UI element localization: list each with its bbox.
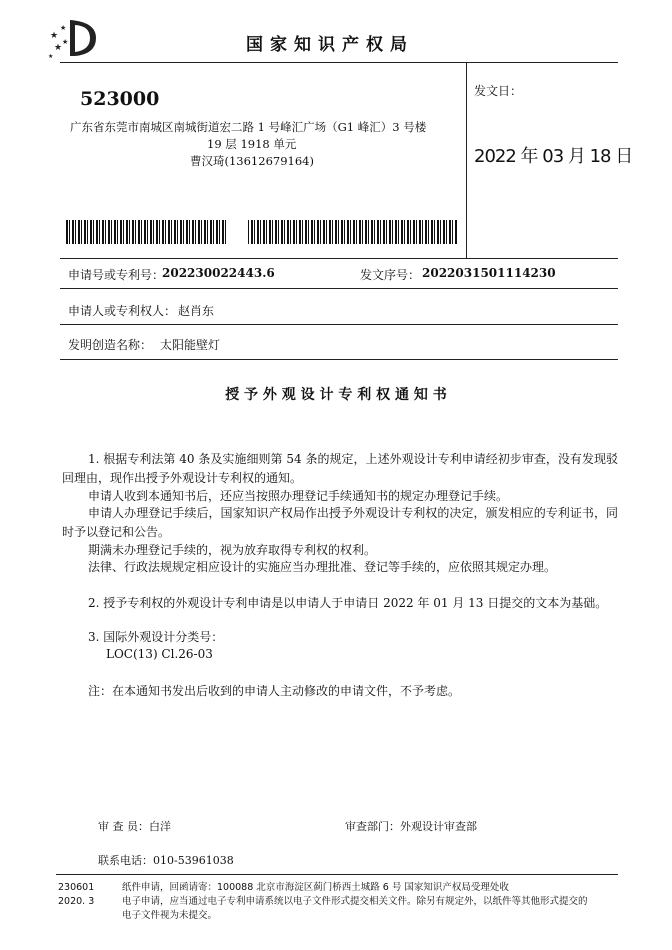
svg-text:★: ★: [50, 31, 59, 41]
para-2-text: 2. 授予专利权的外观设计专利申请是以申请人于申请日 2022 年 01 月 13 日提交的文本为基础。: [88, 596, 608, 610]
app-no-value: 202230022443.6: [162, 266, 275, 280]
contact-phone: 联系电话：010-53961038: [98, 854, 234, 867]
applicant-value: 赵肖东: [178, 304, 215, 318]
svg-text:★: ★: [54, 43, 63, 53]
issue-date-label: 发文日：: [474, 84, 523, 98]
postal-code: 523000: [80, 88, 160, 110]
doc-no-value: 2022031501114230: [422, 266, 556, 280]
office-name: 国家知识产权局: [246, 35, 414, 55]
header-bottom-rule: [60, 258, 618, 259]
note: [62, 682, 618, 701]
notice-title: 授 予 外 观 设 计 专 利 权 通 知 书: [225, 387, 447, 403]
address-line1: 广东省东莞市南城区南城街道宏二路 1 号峰汇广场（G1 峰汇）3 号楼: [70, 120, 427, 134]
app-no-label: 申请号或专利号：: [68, 268, 165, 282]
para-1d: [62, 558, 618, 577]
title-label: 发明创造名称：: [68, 338, 153, 352]
footer-line3: 电子文件视为未提交。: [122, 910, 218, 921]
loc-classification: LOC(13) Cl.26-03: [106, 647, 213, 661]
doc-no-label: 发文序号：: [360, 268, 421, 282]
issue-date-value: 2022 年 03 月 18 日: [474, 146, 633, 167]
form-code: 230601: [58, 882, 95, 893]
para-1d-text: 法律、行政法规规定相应设计的实施应当办理批准、登记等手续的，应依照其规定办理。: [88, 560, 557, 574]
para-2: [62, 594, 618, 613]
field-rule-1: [60, 288, 618, 289]
header-vertical-rule: [466, 62, 467, 258]
footer-rule: [56, 874, 618, 875]
title-value: 太阳能壁灯: [160, 338, 221, 352]
note-text: 注：在本通知书发出后收到的申请人主动修改的申请文件，不予考虑。: [88, 684, 461, 698]
barcode-right: [248, 220, 458, 244]
para-1-text: 1. 根据专利法第 40 条及实施细则第 54 条的规定，上述外观设计专利申请经初步审查，没有发现驳回理由，现作出授予外观设计专利权的通知。: [62, 452, 618, 485]
cnipa-logo: [48, 16, 102, 58]
para-1b-text: 申请人办理登记手续后，国家知识产权局作出授予外观设计专利权的决定，颁发相应的专利证书，同时予以登记和公告。: [62, 506, 618, 539]
para-3-text: 3. 国际外观设计分类号：: [88, 630, 224, 644]
para-1c-text: 期满未办理登记手续的，视为放弃取得专利权的权利。: [88, 543, 377, 557]
para-1a-text: 申请人收到本通知书后，还应当按照办理登记手续通知书的规定办理登记手续。: [88, 489, 509, 503]
header-top-rule: [60, 62, 618, 63]
footer-line2: 电子申请，应当通过电子专利申请系统以电子文件形式提交相关文件。除另有规定外，以纸件等其他形式提交的: [122, 896, 588, 907]
para-1b: [62, 504, 618, 542]
svg-text:★: ★: [48, 53, 54, 58]
barcode-left: [66, 220, 228, 244]
recipient: 曹汉琦(13612679164): [190, 154, 314, 168]
applicant-label: 申请人或专利权人：: [68, 304, 177, 318]
department: 审查部门：外观设计审查部: [345, 820, 477, 833]
examiner: 审 查 员：白洋: [98, 820, 171, 833]
field-rule-2: [60, 324, 618, 325]
footer-line1: 纸件申请，回函请寄：100088 北京市海淀区蓟门桥西土城路 6 号 国家知识产权局受理处收: [122, 882, 509, 893]
field-rule-3: [60, 359, 618, 360]
svg-text:★: ★: [62, 38, 69, 46]
para-3: [62, 628, 618, 647]
para-1: [62, 450, 618, 488]
form-version: 2020. 3: [58, 896, 95, 907]
address-line2: 19 层 1918 单元: [207, 137, 297, 151]
svg-text:★: ★: [60, 24, 67, 32]
